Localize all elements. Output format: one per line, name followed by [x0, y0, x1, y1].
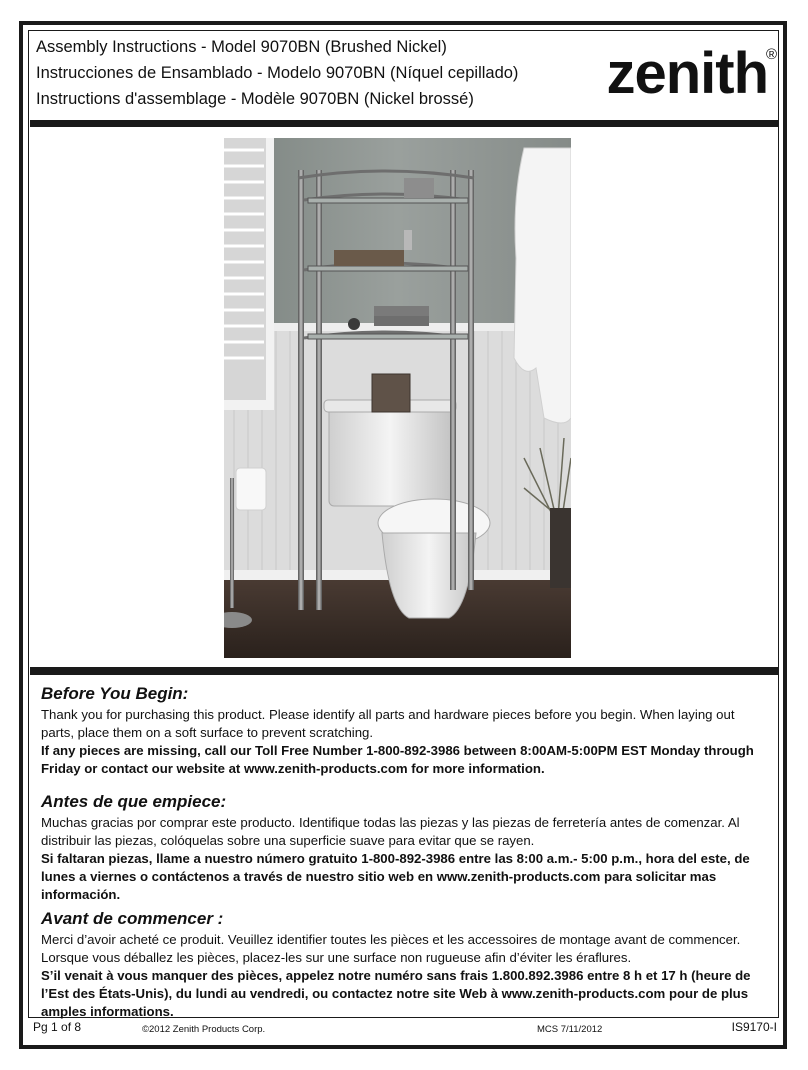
document-header [30, 32, 778, 118]
section-spanish [41, 792, 771, 904]
body-english: Thank you for purchasing this product. Please identify all parts and hardware pieces before you begin. When laying out parts, place them on a soft surface to prevent scratching. [41, 707, 735, 740]
section-english [41, 684, 771, 778]
photo-divider [30, 667, 778, 675]
body-spanish: Muchas gracias por comprar este producto. Identifique todas las piezas y las piezas de ferretería antes de comenzar. Al distribuir las piezas, colóquelas sobre una superficie suave para evitar que se rayen. [41, 815, 740, 848]
copyright: ©2012 Zenith Products Corp. [142, 1024, 266, 1035]
document-id: IS9170-I [731, 1020, 777, 1034]
missing-pieces-english: If any pieces are missing, call our Toll Free Number 1-800-892-3986 between 8:00AM-5:00PM EST Monday through Friday or contact our website at www.zenith-products.com for more information. [41, 743, 754, 776]
section-french [41, 909, 771, 1021]
product-photo [224, 138, 571, 658]
heading-avant-de-commencer: Avant de commencer : [41, 909, 224, 928]
missing-pieces-spanish: Si faltaran piezas, llame a nuestro número gratuito 1-800-892-3986 entre las 8:00 a.m.- 5:00 p.m., hora del este, de lunes a viernes o contáctenos a través de nuestro sitio web en www.zenith-products.com para solicitar mas información. [41, 851, 750, 902]
title-spanish: Instrucciones de Ensamblado - Modelo 9070BN (Níquel cepillado) [36, 64, 519, 82]
missing-pieces-french: S’il venait à vous manquer des pièces, appelez notre numéro sans frais 1.800.892.3986 entre 8 h et 17 h (heure de l’Est des États-Unis), du lundi au vendredi, ou contactez notre site Web à www.zenith-products.com pour de plus amples informations. [41, 968, 751, 1019]
zenith-logo [606, 40, 776, 107]
heading-antes-de-que-empiece: Antes de que empiece: [41, 792, 227, 811]
mcs-date: MCS 7/11/2012 [537, 1024, 603, 1035]
title-english: Assembly Instructions - Model 9070BN (Brushed Nickel) [36, 38, 447, 56]
bathroom-scene-image [224, 138, 571, 658]
page-number: Pg 1 of 8 [33, 1020, 82, 1034]
registered-mark: ® [765, 46, 776, 63]
title-french: Instructions d'assemblage - Modèle 9070BN (Nickel brossé) [36, 90, 474, 108]
heading-before-you-begin: Before You Begin: [41, 684, 189, 703]
logo-text: zenith [606, 41, 768, 106]
body-french: Merci d’avoir acheté ce produit. Veuillez identifier toutes les pièces et les accessoires de montage avant de commencer. Lorsque vous déballez les pièces, placez-les sur une surface non rugueuse afin d’éviter les éraflures. [41, 932, 741, 965]
header-divider [30, 120, 778, 127]
